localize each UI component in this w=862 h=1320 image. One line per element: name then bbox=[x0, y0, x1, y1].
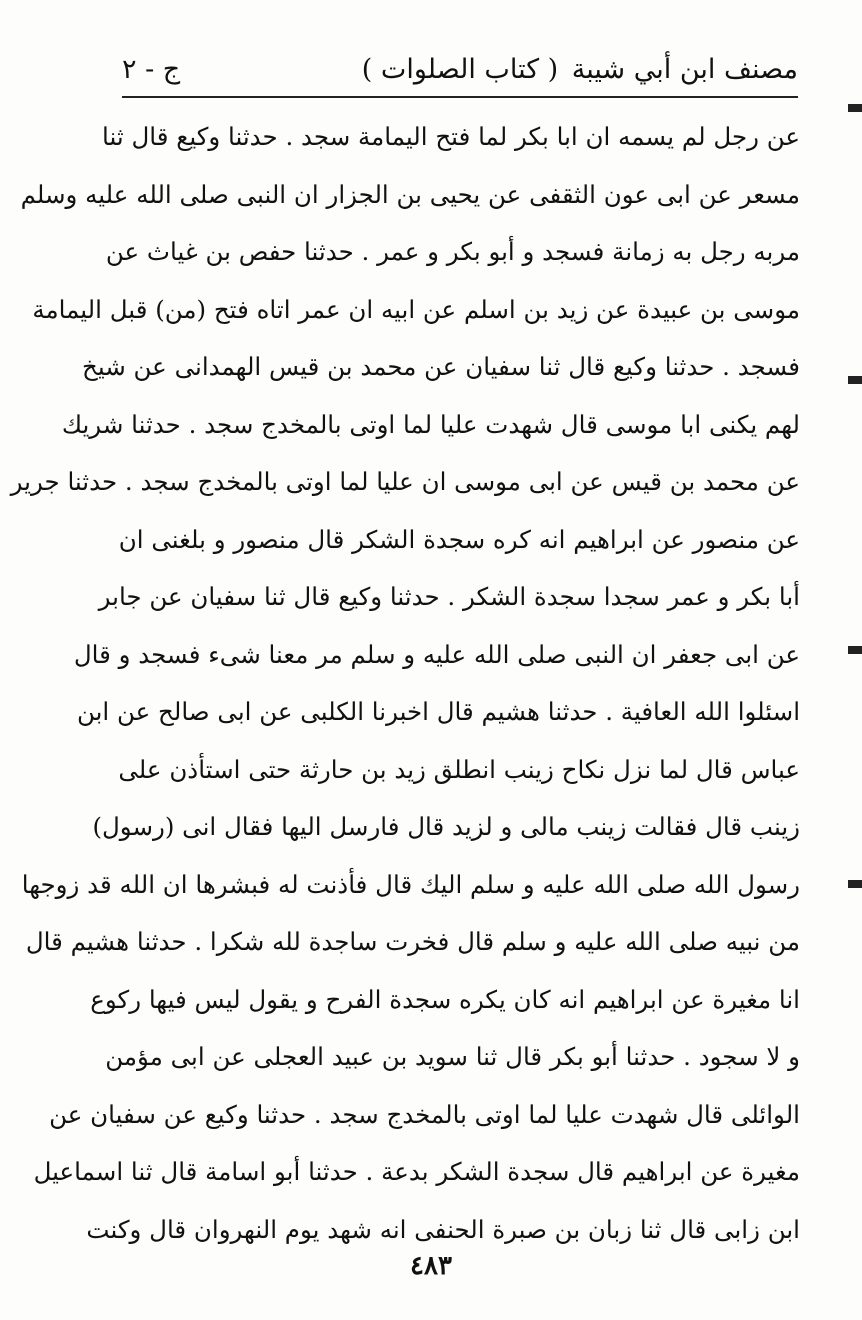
text-line: من نبيه صلى الله عليه و سلم قال فخرت ساجدة لله شكرا . حدثنا هشيم قال bbox=[25, 927, 800, 956]
text-line: عن ابى جعفر ان النبى صلى الله عليه و سلم مر معنا شىء فسجد و قال bbox=[73, 639, 800, 669]
page-number: ٤٨٣ bbox=[410, 1251, 452, 1281]
text-line: لهم يكنى ابا موسى قال شهدت عليا لما اوتى بالمخدج سجد . حدثنا شريك bbox=[61, 409, 800, 439]
text-line: مربه رجل به زمانة فسجد و أبو بكر و عمر . حدثنا حفص بن غياث عن bbox=[105, 237, 800, 266]
text-line: عباس قال لما نزل نكاح زينب انطلق زيد بن حارثة حتى استأذن على bbox=[118, 754, 800, 784]
book-title: مصنف ابن أبي شيبة bbox=[571, 54, 798, 85]
margin-mark bbox=[848, 104, 862, 112]
header-rule bbox=[122, 96, 798, 98]
text-line: اسئلوا الله العافية . حدثنا هشيم قال اخبرنا الكلبى عن ابى صالح عن ابن bbox=[76, 697, 800, 726]
text-line: موسى بن عبيدة عن زيد بن اسلم عن ابيه ان عمر اتاه فتح (من) قبل اليمامة bbox=[32, 294, 800, 324]
running-header bbox=[122, 46, 798, 94]
text-line: أبا بكر و عمر سجدا سجدة الشكر . حدثنا وكيع قال ثنا سفيان عن جابر bbox=[98, 582, 800, 611]
text-line: عن منصور عن ابراهيم انه كره سجدة الشكر قال منصور و بلغنى ان bbox=[118, 524, 800, 554]
text-line: الوائلى قال شهدت عليا لما اوتى بالمخدج سجد . حدثنا وكيع عن سفيان عن bbox=[49, 1099, 800, 1129]
margin-mark bbox=[848, 880, 862, 888]
chapter-title: ( كتاب الصلوات ) bbox=[361, 54, 559, 85]
text-line: ابن زابى قال ثنا زبان بن صبرة الحنفى انه شهد يوم النهروان قال وكنت bbox=[86, 1214, 800, 1244]
body-text bbox=[10, 108, 800, 1258]
text-line: فسجد . حدثنا وكيع قال ثنا سفيان عن محمد بن قيس الهمدانى عن شيخ bbox=[82, 352, 800, 381]
text-line: عن رجل لم يسمه ان ابا بكر لما فتح اليمامة سجد . حدثنا وكيع قال ثنا bbox=[102, 122, 800, 151]
text-line: و لا سجود . حدثنا أبو بكر قال ثنا سويد بن عبيد العجلى عن ابى مؤمن bbox=[105, 1042, 800, 1071]
text-line: عن محمد بن قيس عن ابى موسى ان عليا لما اوتى بالمخدج سجد . حدثنا جرير bbox=[10, 467, 800, 496]
text-line: زينب قال فقالت زينب مالى و لزيد قال فارسل اليها فقال انى (رسول) bbox=[92, 812, 800, 841]
text-line: مغيرة عن ابراهيم قال سجدة الشكر بدعة . حدثنا أبو اسامة قال ثنا اسماعيل bbox=[33, 1157, 800, 1186]
text-line: انا مغيرة عن ابراهيم انه كان يكره سجدة الفرح و يقول ليس فيها ركوع bbox=[90, 984, 800, 1014]
text-line: مسعر عن ابى عون الثقفى عن يحيى بن الجزار ان النبى صلى الله عليه وسلم bbox=[20, 179, 800, 209]
volume-number: ج - ٢ bbox=[122, 54, 181, 85]
margin-mark bbox=[848, 646, 862, 654]
margin-mark bbox=[848, 376, 862, 384]
text-line: رسول الله صلى الله عليه و سلم اليك قال فأذنت له فبشرها ان الله قد زوجها bbox=[21, 869, 800, 899]
